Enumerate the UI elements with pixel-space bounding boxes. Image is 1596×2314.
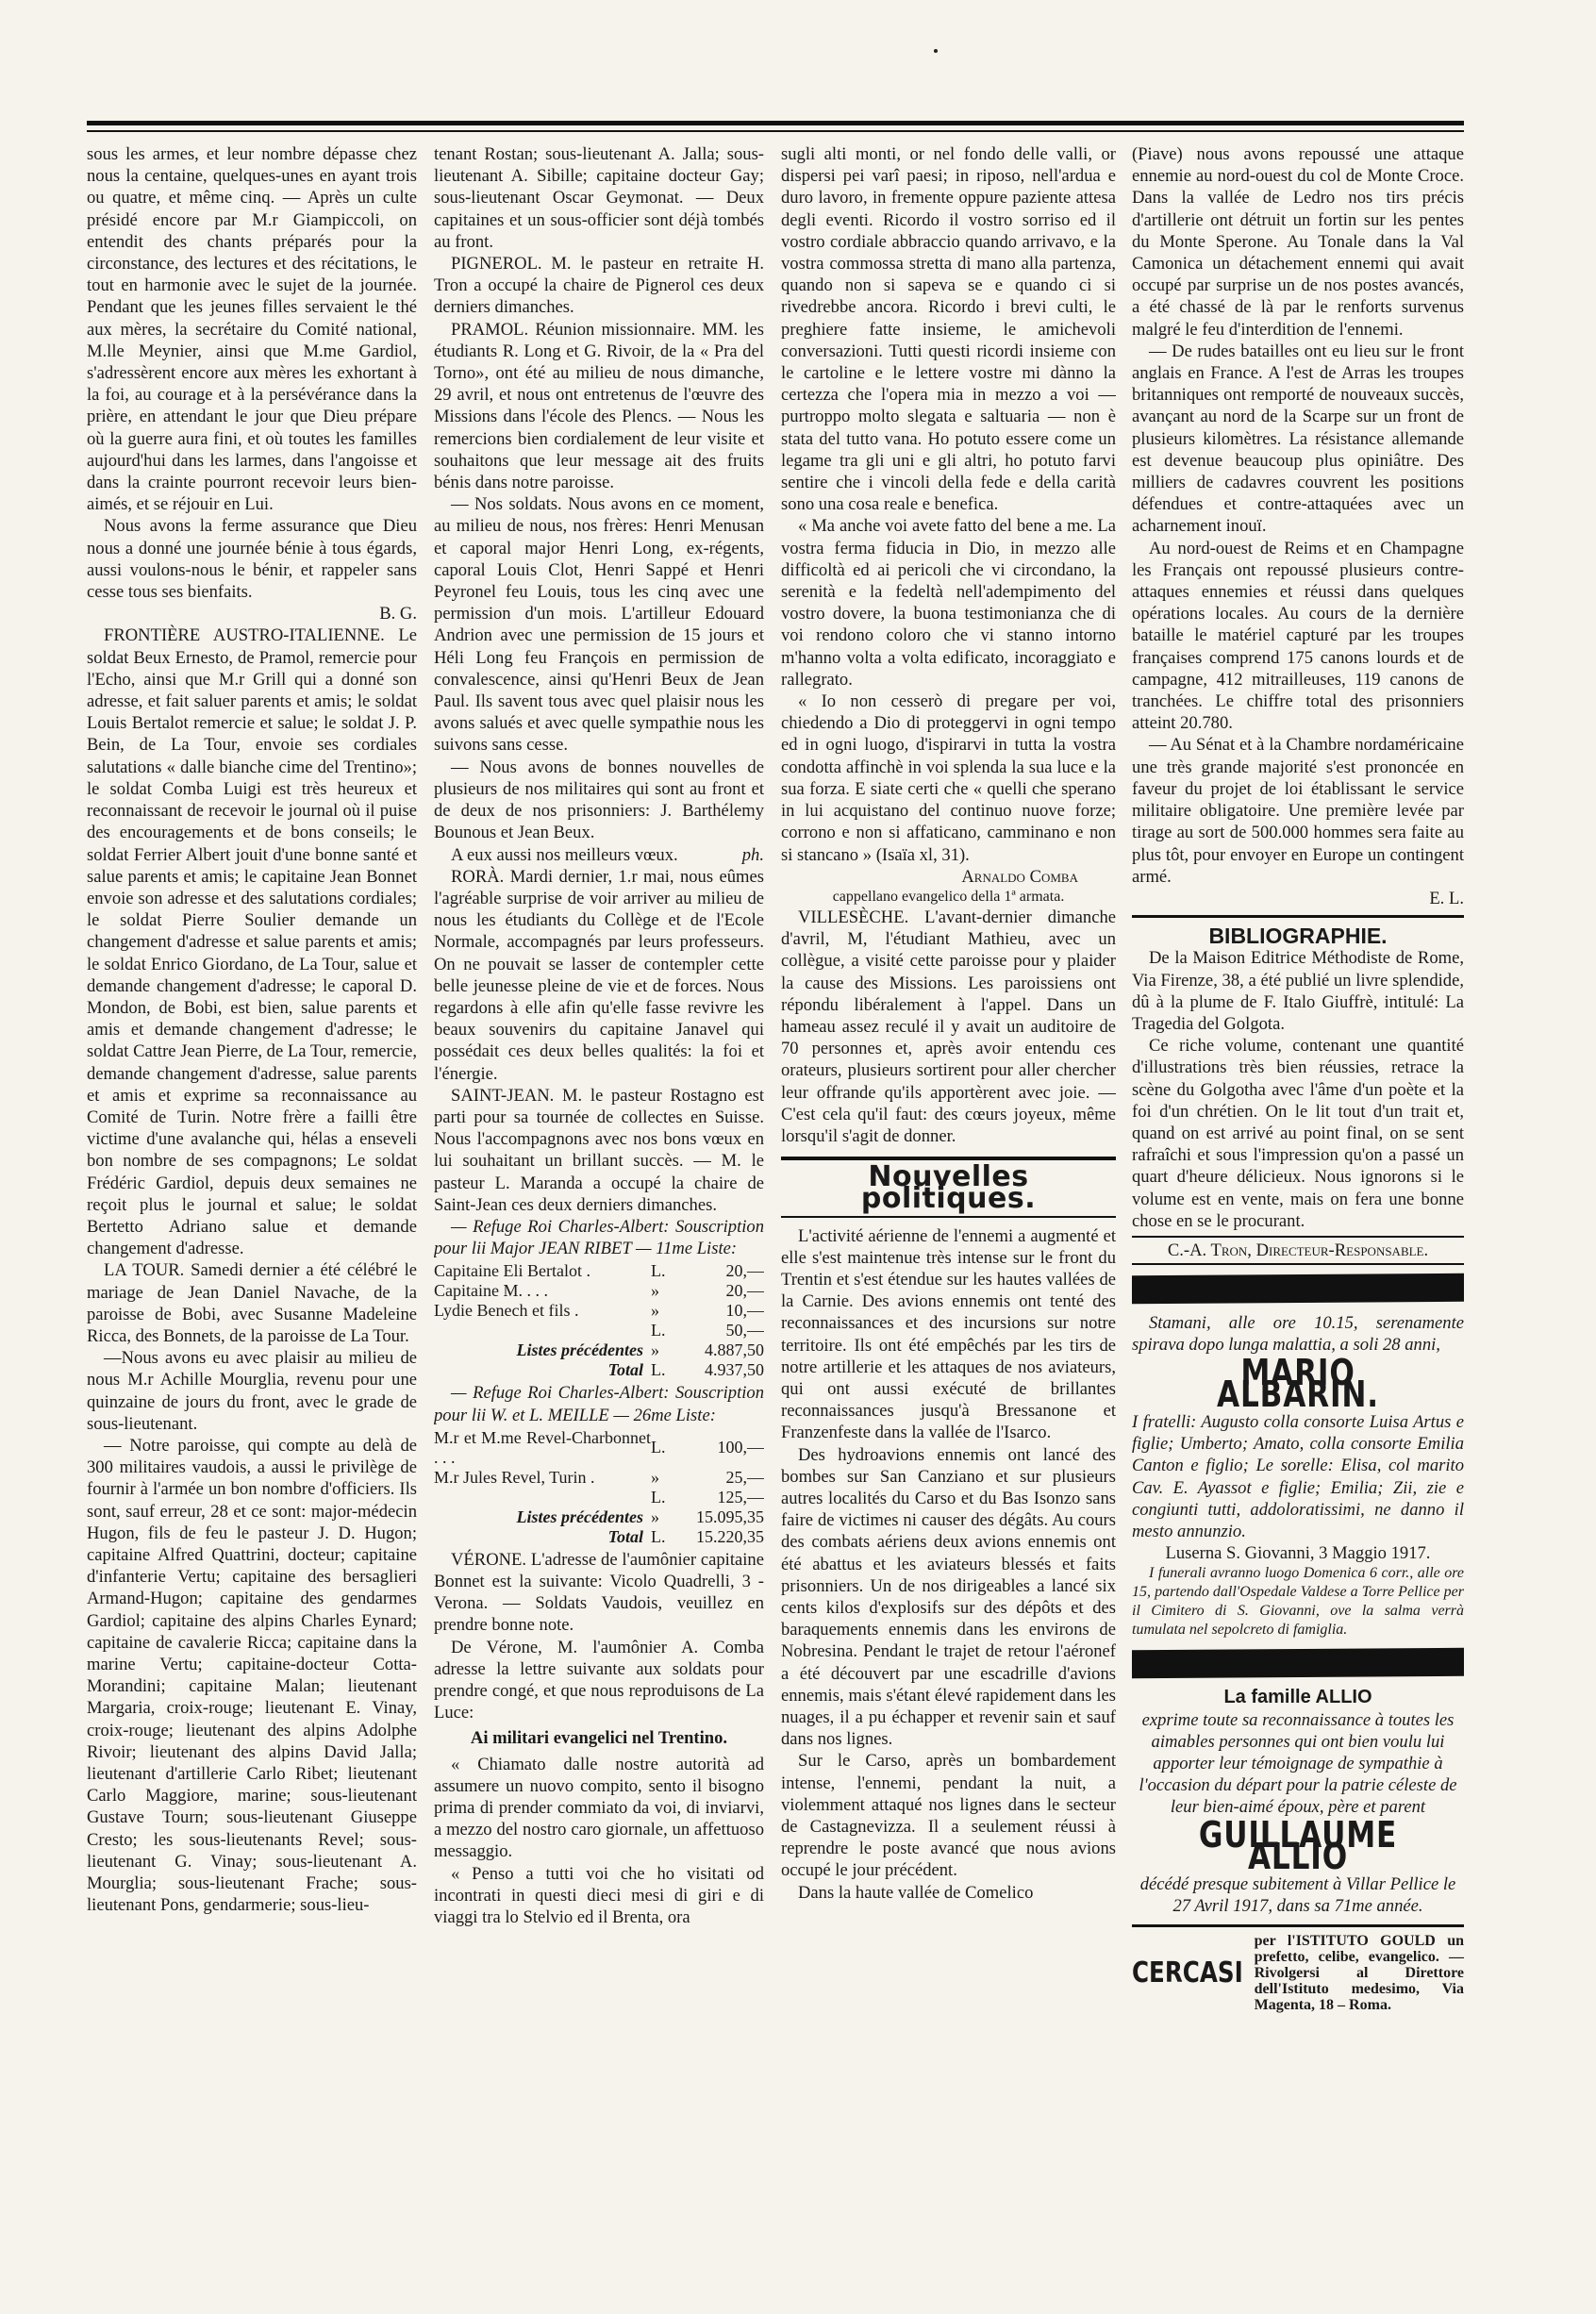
col1-paragraph: Nous avons la ferme assurance que Dieu nous a donné une journée bénie à tous égards, aussi voulons-nous le bénir, et rappeler sans cesse tous ses bienfaits. — [87, 516, 417, 603]
death-notice-funeral: I funerali avranno luogo Domenica 6 corr., alle ore 15, partendo dall'Ospedale Valdese a Torre Pellice per il Cimitero di S. Giovanni, ove la salma verrà tumulata nel sepolcreto di famiglia. — [1132, 1565, 1464, 1639]
col1-paragraph: LA TOUR. Samedi dernier a été célébré le mariage de Jean Daniel Navache, de la paroisse de Bobi, avec Susanne Madeleine Ricca, des Bonnets, de la paroisse de La Tour. — [87, 1260, 417, 1346]
col2-paragraph: tenant Rostan; sous-lieutenant A. Jalla; sous-lieutenant A. Sibille; capitaine docteur Gay; sous-lieutenant Oscar Geymonat. — Deux capitaines et un sous-officier sont déjà tombés au front. — [434, 144, 764, 252]
subscription-table-1 — [434, 1261, 764, 1380]
bibliography-title: BIBLIOGRAPHIE. — [1132, 915, 1464, 947]
subscription-row — [434, 1527, 764, 1547]
col2-paragraph: « Penso a tutti voi che ho visitati od incontrati in questi dieci mesi di giri e di viaggi tra lo Stelvio ed il Brenta, ora — [434, 1863, 764, 1928]
sub-currency: » — [651, 1301, 659, 1321]
subscription-table-2 — [434, 1428, 764, 1547]
sub-currency: L. — [651, 1487, 666, 1507]
column-2 — [434, 143, 764, 1928]
signature-role: cappellano evangelico della 1ª armata. — [832, 888, 1065, 905]
col3-paragraph: Sur le Carso, après un bombardement intense, l'ennemi, pendant la nuit, a violemment attaqué nos lignes dans le secteur de Castagnevizza. Il a seulement réussi à reprendre le poste avancé que nous avions occupé le jour précédent. — [781, 1751, 1116, 1881]
subscription-row — [434, 1340, 764, 1360]
sub-currency: L. — [651, 1261, 666, 1281]
col2-paragraph: « Chiamato dalle nostre autorità ad assumere un nuovo compito, sento il bisogno prima di prender commiato da voi, di inviarvi, a mezzo del nostro caro giornale, un affettuoso messaggio. — [434, 1754, 764, 1862]
sub-name: Total — [607, 1526, 643, 1546]
col3-paragraph: « Ma anche voi avete fatto del bene a me. La vostra ferma fiducia in Dio, in mezzo alle difficoltà ed ai pericoli che vi circondano, la serenità e la fedeltà nell'adempimento del vostro dovere, la buona testimonianza che di voi rendono coloro che vi stanno intorno m'hanno volta a volta edificato, incoraggiato e rallegrato. — [781, 516, 1116, 690]
subscription-row — [434, 1261, 764, 1281]
letter-heading: Ai militari evangelici nel Trentino. — [470, 1728, 728, 1749]
greeting-text: A eux aussi nos meilleurs vœux. — [451, 844, 678, 865]
col2-paragraph: RORÀ. Mardi dernier, 1.r mai, nous eûmes l'agréable surprise de voir arriver au milieu de nous les étudiants du Collège et de l'Ecole Normale, accompagnés par leurs professeurs. On ne pouvait se lasser de contempler cette belle jeunesse pleine de vie et de forces. Nous regardons à elle afin qu'elle fasse revivre les beaux souvenirs du capitaine Janavel qui possédait ces deux belles qualités: la foi et l'énergie. — [434, 866, 764, 1084]
col2-paragraph — [434, 844, 764, 866]
sub-currency: » — [651, 1281, 659, 1301]
mourning-bar — [1132, 1274, 1464, 1304]
col2-paragraph: PRAMOL. Réunion missionnaire. MM. les étudiants R. Long et G. Rivoir, de la « Pra del Torno», ont été au milieu de nous dimanche, 29 avril, et nous ont entretenus de l'œuvre des Missions dans l'école des Plencs. — Nous les remercions bien cordialement de leur visite et souhaitons que leur message ait des fruits bénis dans notre paroisse. — [434, 319, 764, 493]
death-notice-place: Luserna S. Giovanni, 3 Maggio 1917. — [1165, 1543, 1431, 1564]
subscription-row — [434, 1281, 764, 1301]
subscription-row — [434, 1428, 764, 1468]
col3-paragraph: VILLESÈCHE. L'avant-dernier dimanche d'avril, M, l'étudiant Mathieu, avec un collègue, a visité cette paroisse pour y plaider la cause des Missions. Les paroissiens ont répondu libéralement à l'appel. Dans un hameau assez reculé il y avait un auditoire de 70 personnes et, après avoir entendu ces orateurs, plusieurs sortirent pour aller chercher leur offrande qu'ils apportèrent avec joie. — C'est cela qu'il faut: des cœurs joyeux, même lorsqu'il s'agit de donner. — [781, 907, 1116, 1146]
sub-currency: L. — [651, 1526, 666, 1546]
sub-currency: L. — [651, 1321, 666, 1340]
column-3 — [781, 143, 1116, 1904]
sub-amount: 25,— — [725, 1467, 764, 1487]
ad-text: per l'ISTITUTO GOULD un prefetto, celibe, evangelico. — Rivolgersi al Direttore dell'Istituto medesimo, Via Magenta, 18 – Roma. — [1254, 1933, 1464, 2014]
sub-amount: 15.095,35 — [696, 1507, 764, 1526]
col2-paragraph: — Nous avons de bonnes nouvelles de plusieurs de nos militaires qui sont au front et de deux de nos prisonniers: J. Barthélemy Bounous et Jean Beux. — [434, 757, 764, 843]
col1-paragraph: — Notre paroisse, qui compte au delà de 300 militaires vaudois, a aussi le privilège de fournir à l'armée un bon nombre d'officiers. Ils sont, sauf erreur, 28 et ce sont: major-médecin Hugon, fils de feu le pasteur J. D. Hugon; capitaine Alfred Quattrini, docteur; capitaine d'infanterie Vertu; capitaine des bersaglieri Armand-Hugon; capitaine des gendarmes Gardiol; capitaine des alpins Charles Eynard; capitaine de cavalerie Ricca; capitaine dans la marine Vertu; capitaine-docteur Cotta-Morandini; capitaine Malan; lieutenant Margaria, croix-rouge; lieutenant E. Vinay, croix-rouge; lieutenant des alpins Adolphe Rivoir; lieutenant des alpins David Jalla; lieutenant d'artillerie Carlo Ribet; lieutenant Carlo Maggiore, marine; sous-lieutenant Gustave Tourn; sous-lieutenant Giuseppe Cresto; les sous-lieutenants Revel; sous-lieutenant G. Vinay; sous-lieutenant A. Mourglia; sous-lieutenant Frache; sous-lieutenant Pons, gendarmerie; sous-lieu- — [87, 1435, 417, 1916]
sub-amount: 125,— — [717, 1487, 764, 1507]
subscription-row — [434, 1301, 764, 1321]
sub-amount: 10,— — [725, 1301, 764, 1321]
col3-paragraph: sugli alti monti, or nel fondo delle valli, or dispersi pei varî paesi; in riposo, nell'ardua e duro lavoro, in fremente oppure paziente attesa degli eventi. Ricordo il vostro sorriso ed il vostro cordiale abbraccio quando arrivavo, e la vostra commossa stretta di mano alla partenza, quando non si sapeva se e quando ci si rivedrebbe ancora. Ricordo i brevi culti, le preghiere fatte insieme, le amichevoli conversazioni. Tutti questi ricordi insieme con le cartoline e le lettere vostre mi dànno la certezza che l'opera mia in mezzo a voi — purtroppo molto slegata e saltuaria — non è stata del tutto vana. Ho potuto essere come un legame tra gli uni e gli altri, ho potuto farvi sentire che i vincoli della fede e della carità sono una cosa reale e benefica. — [781, 144, 1116, 515]
col4-paragraph: Au nord-ouest de Reims et en Champagne les Français ont repoussé plusieurs contre-attaques ennemies et réussi dans quelques opérations locales. Au cours de la dernière bataille le matériel capturé par les troupes françaises comprend 175 canons lourds et de campagne, 412 mitrailleuses, 119 canons de tranchées. Le chiffre total des prisonniers atteint 20.780. — [1132, 538, 1464, 734]
sub-amount: 15.220,35 — [696, 1526, 764, 1546]
signature-name: Arnaldo Comba — [961, 866, 1078, 887]
sub-name: Capitaine M. . . . — [434, 1281, 548, 1301]
sub-name — [434, 1321, 651, 1340]
thanks-text: exprime toute sa reconnaissance à toutes les aimables personnes qui ont bien voulu lui apporter leur témoignage de sympathie à l'occasion du départ pour la patrie céleste de leur bien-aimé époux, père et parent — [1139, 1709, 1457, 1818]
classified-ad — [1132, 1924, 1464, 2013]
signature: B. G. — [379, 604, 417, 624]
sub-amount: 50,— — [725, 1321, 764, 1340]
sub-currency: » — [651, 1340, 659, 1360]
header-rule-thin — [87, 130, 1464, 132]
death-notice-intro: Stamani, alle ore 10.15, serenamente spirava dopo lunga malattia, a soli 28 anni, — [1132, 1313, 1464, 1356]
sub-currency: L. — [651, 1438, 666, 1457]
column-1 — [87, 143, 417, 1916]
col1-paragraph: —Nous avons eu avec plaisir au milieu de nous M.r Achille Mourglia, revenu pour une quinzaine de jours du front, avec le grade de sous-lieutenant. — [87, 1348, 417, 1434]
sub-currency: L. — [651, 1360, 666, 1380]
sub-name: Listes précédentes — [516, 1340, 643, 1360]
sub-currency: » — [651, 1507, 659, 1526]
page-speck — [934, 49, 938, 53]
sub-name: Capitaine Eli Bertalot . — [434, 1261, 590, 1281]
sub-name: Listes précédentes — [516, 1507, 643, 1526]
col2-paragraph: PIGNEROL. M. le pasteur en retraite H. Tron a occupé la chaire de Pignerol ces deux derniers dimanches. — [434, 254, 764, 318]
subscription-title: — Refuge Roi Charles-Albert: Souscription pour lii W. et L. MEILLE — 26me Liste: — [434, 1383, 764, 1425]
sub-amount: 100,— — [717, 1438, 764, 1457]
sub-currency: » — [651, 1467, 659, 1487]
col4-paragraph: Ce riche volume, contenant une quantité d'illustrations très bien réussies, retrace la scène du Golgotha avec l'âme d'un poète et la foi d'un chrétien. On le lit tout d'un trait et, quand on est arrivé au point final, on se sent rafraîchi et sous l'impression qu'on a passé un quart d'heure délicieux. Nous ignorons si le volume est en vente, mais on fera une bonne chose en se le procurant. — [1132, 1036, 1464, 1231]
header-rule-thick — [87, 121, 1464, 125]
col2-paragraph: — Nos soldats. Nous avons en ce moment, au milieu de nous, nos frères: Henri Menusan et caporal major Henri Long, ex-régents, caporal Louis Clot, Henri Sappé et Henri Peyronel feu Louis, tous les cinq avec une permission d'un mois. L'artilleur Edouard Andrion avec une permission de 15 jours et Héli Long feu François en permission de convalescence, ainsi qu'Henri Beux de Jean Paul. Ils savent tous avec quel plaisir nous les avons salués et avec quelle sympathie nous les suivons sans cesse. — [434, 494, 764, 756]
sub-amount: 20,— — [725, 1261, 764, 1281]
subscription-row — [434, 1321, 764, 1340]
subscription-title: — Refuge Roi Charles-Albert: Souscription pour lii Major JEAN RIBET — 11me Liste: — [434, 1216, 764, 1259]
sub-name: Lydie Benech et fils . — [434, 1301, 579, 1321]
column-4 — [1132, 143, 1464, 2013]
subscription-row — [434, 1360, 764, 1380]
director-line: C.-A. Tron, Directeur-Responsable. — [1132, 1236, 1464, 1265]
col3-paragraph: L'activité aérienne de l'ennemi a augmenté et elle s'est maintenue très intense sur le front du Trentin et s'est étendue sur les hautes vallées de la Carnie. Des avions ennemis ont tenté des reconnaissances et des incursions sur notre territoire. Ils ont été empêchés par les tirs de notre artillerie et les attaques de nos aviateurs, qui ont aussi exécuté de brillantes reconnaissances jusqu'à Bressanone et Franzenfeste dans la vallée de l'Isarco. — [781, 1225, 1116, 1443]
col2-paragraph: SAINT-JEAN. M. le pasteur Rostagno est parti pour sa tournée de collectes en Suisse. Nous l'accompagnons avec nos bons vœux en lui souhaitant un brillant succès. — M. le pasteur L. Maranda a occupé la chaire de Saint-Jean ces deux derniers dimanches. — [434, 1085, 764, 1215]
thanks-name: GUILLAUME ALLIO — [1198, 1813, 1398, 1877]
thanks-title: La famille ALLIO — [1223, 1687, 1372, 1708]
signature: ph. — [741, 844, 764, 865]
sub-name: M.r Jules Revel, Turin . — [434, 1467, 595, 1487]
sub-name: Total — [607, 1360, 643, 1380]
col3-paragraph: Dans la haute vallée de Comelico — [798, 1882, 1034, 1903]
col1-paragraph: FRONTIÈRE AUSTRO-ITALIENNE. Le soldat Beux Ernesto, de Pramol, remercie pour l'Echo, ainsi que M.r Grill qui a donné son adresse, et fait saluer parents et amis; le soldat Louis Bertalot remercie et salue; le soldat J. P. Bein, de La Tour, envoie ses cordiales salutations « dalle bianche cime del Trentino»; le soldat Comba Luigi est très heureux et reconnaissant de recevoir le journal où il puise des encouragements et de bons conseils; le soldat Ferrier Albert jouit d'une bonne santé et salue parents et amis; le capitaine Jean Bonnet envoie son adresse et des salutations cordiales; le soldat Pierre Soulier demande un changement d'adresse et salue parents et amis; le soldat Enrico Giordano, de La Tour, salue et demande changement d'adresse; le caporal D. Mondon, de Bobi, est bien, salue parents et amis et demande changement d'adresse; le soldat Cattre Jean Pierre, de La Tour, remercie, demande changement d'adresse, salue parents et amis et exprime sa reconnaissance au Comité de Turin. Notre frère a failli être victime d'une avalanche qui, hélas a enseveli bon nombre de ses compagnons; Le soldat Frédéric Gardiol, depuis deux semaines ne reçoit plus le journal et salue; le soldat Bertetto Adriano salue et demande changement d'adresse. — [87, 625, 417, 1259]
sub-amount: 4.887,50 — [705, 1340, 764, 1360]
col4-paragraph: De la Maison Editrice Méthodiste de Rome, Via Firenze, 38, a été publié un livre splendide, dû à la plume de F. Italo Giuffrè, intitulé: La Tragedia del Golgota. — [1132, 948, 1464, 1034]
subscription-row — [434, 1468, 764, 1488]
col4-paragraph: — De rudes batailles ont eu lieu sur le front anglais en France. A l'est de Arras les troupes britanniques ont remporté de nouveaux succès, avançant au nord de la Scarpe sur un front de plusieurs kilomètres. La résistance allemande est devenue beaucoup plus opiniâtre. Des milliers de cadavres couvrent les positions défendues et contre-attaquées avec un acharnement inouï. — [1132, 341, 1464, 537]
col3-paragraph: Des hydroavions ennemis ont lancé des bombes sur San Canziano et sur plusieurs autres localités du Carso et du Bas Isonzo sans faire de victimes ni causer des dégâts. Au cours des combats aériens deux avions ennemis ont été abattus et les aviateurs blessés et faits prisonniers. Un de nos dirigeables a lancé six cents kilos d'explosifs sur des dépôts et des baraquements ennemis dans les environs de Nobresina. Pendant le trajet de retour l'aéronef a été découvert par une escadrille d'avions ennemis, mais s'étant élevé rapidement dans les nuages, il a pu échapper et revenir sain et sauf dans nos lignes. — [781, 1444, 1116, 1750]
signature: E. L. — [1429, 888, 1464, 908]
deceased-name: MARIO ALBARIN. — [1217, 1351, 1379, 1415]
subscription-row — [434, 1507, 764, 1527]
sub-amount: 20,— — [725, 1281, 764, 1301]
col1-paragraph: sous les armes, et leur nombre dépasse chez nous la centaine, quelques-unes en ayant trois ou quatre, et même cinq. — Après un culte présidé encore par M.r Giampiccoli, on entendit des chants préparés pour la circonstance, des lectures et des récitations, le tout en harmonie avec le sujet de la journée. Pendant que les jeunes filles servaient le thé aux mères, la secrétaire du Comité national, M.lle Meynier, ainsi que M.me Gardiol, s'adressèrent encore aux mères les exhortant à la foi, au courage et à la persévérance dans la prière, en attendant le jour que Dieu prépare où la guerre aura fini, et où toutes les familles aujourd'hui dans les larmes, dans l'angoisse et dans la crainte pourront recevoir leurs bien-aimés, et se réjouir en Lui. — [87, 144, 417, 515]
col4-paragraph: — Au Sénat et à la Chambre nordaméricaine une très grande majorité s'est prononcée en faveur du projet de loi établissant le service militaire obligatoire. Une première levée par tirage au sort de 500.000 hommes sera faite au plus tôt, pour envoyer en Europe un contingent armé. — [1132, 735, 1464, 887]
ad-headline: CERCASI — [1132, 1956, 1243, 1990]
sub-name — [434, 1488, 651, 1507]
col2-paragraph: VÉRONE. L'adresse de l'aumônier capitaine Bonnet est la suivante: Vicolo Quadrelli, 3 - Verona. — Soldats Vaudois, veuillez en prendre bonne note. — [434, 1549, 764, 1636]
subscription-row — [434, 1488, 764, 1507]
mourning-bar — [1132, 1648, 1464, 1678]
death-notice-family: I fratelli: Augusto colla consorte Luisa Artus e figlie; Umberto; Amato, colla consorte Emilia Canton e figlio; Le sorelle: Elisa, col marito Cav. E. Ayassot e figlie; Emilia; Zii, zie e congiunti tutti, addoloratissimi, ne danno il mesto annunzio. — [1132, 1411, 1464, 1541]
col3-paragraph: « Io non cesserò di pregare per voi, chiedendo a Dio di proteggervi in ogni tempo ed in ogni luogo, d'ispirarvi in tutta la vostra condotta affinchè in voi splenda la sua luce e la sua forza. E siate certi che « quelli che sperano in lui acquistano del continuo nuove forze; corrono e non si affaticano, camminano e non si stancano » (Isaïa xl, 31). — [781, 691, 1116, 865]
sub-amount: 4.937,50 — [705, 1360, 764, 1380]
section-title: Nouvelles politiques. — [781, 1157, 1116, 1217]
sub-name: M.r et M.me Revel-Charbonnet . . . — [434, 1427, 651, 1467]
col4-paragraph: (Piave) nous avons repoussé une attaque ennemie au nord-ouest du col de Monte Croce. Dans la vallée de Ledro nos tirs précis d'artillerie ont détruit un fortin sur les pentes du Monte Sperone. Au Tonale dans la Val Camonica un détachement ennemi qui avait occupé par surprise un de nos postes avancés, a été chassé de là par le renforts survenus malgré le feu d'interdition de l'ennemi. — [1132, 144, 1464, 340]
thanks-after: décédé presque subitement à Villar Pellice le 27 Avril 1917, dans sa 71me année. — [1139, 1874, 1456, 1917]
col2-paragraph: De Vérone, M. l'aumônier A. Comba adresse la lettre suivante aux soldats pour prendre congé, et que nous reproduisons de La Luce: — [434, 1637, 764, 1723]
